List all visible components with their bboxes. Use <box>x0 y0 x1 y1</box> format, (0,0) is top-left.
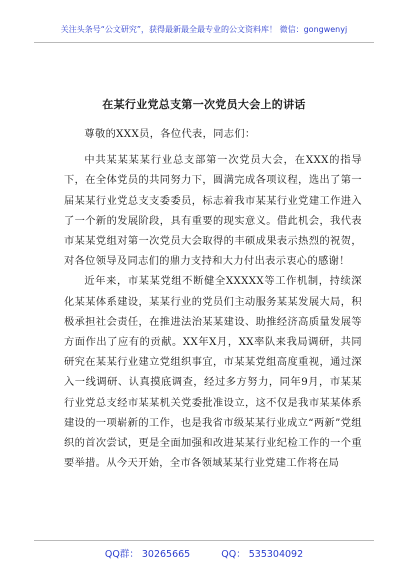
paragraph-2: 近年来，市某某党组不断健全XXXXX等工作机制，持续深化某某体系建设，某某行业的党员们主动服务某某发展大局，积极承担社会责任，在推进法治某某建设、助推经济高质量发展等方面作出了应有的贡献。XX年X月，XX率队来我局调研，共同研究在某某行业建立党组织事宜，市某某党组高度重视，通过深入一线调研、认真摸底调查，经过多方努力，同年9月，市某某行业党总支经市某某机关党委批准设立，这不仅是我市某某体系建设的一项崭新的工作，也是我省市级某某行业成立“两新”党组织的首次尝试，更是全面加强和改进某某行业纪检工作的一个重要举措。从今天开始，全市各领域某某行业党建工作将在局 <box>64 276 362 470</box>
paragraph-1: 中共某某某某行业总支部第一次党员大会，在XXX的指导下，在全体党员的共同努力下，圆满完成各项议程，选出了第一届某某行业党总支支委委员，标志着我市某某行业党建工作进入了一个新的发展阶段，具有重要的现实意义。借此机会，我代表市某某党组对第一次党员大会取得的丰硕成果表示热烈的祝贺，对各位领导及同志们的鼎力支持和大力付出表示衷心的感谢！ <box>64 155 362 268</box>
page-header-banner: 关注头条号“公文研究”，获得最新最全最专业的公文资料库！ 微信：gongwenyj <box>34 24 374 43</box>
footer-qq: QQ： 535304092 <box>221 549 304 560</box>
document-title: 在某行业党总支第一次党员大会上的讲话 <box>102 98 306 111</box>
footer-qq-group: QQ群： 30265665 <box>104 549 191 560</box>
salutation: 尊敬的XXX员，各位代表，同志们： <box>84 129 256 140</box>
page-footer <box>34 540 374 560</box>
document-body <box>64 122 362 474</box>
